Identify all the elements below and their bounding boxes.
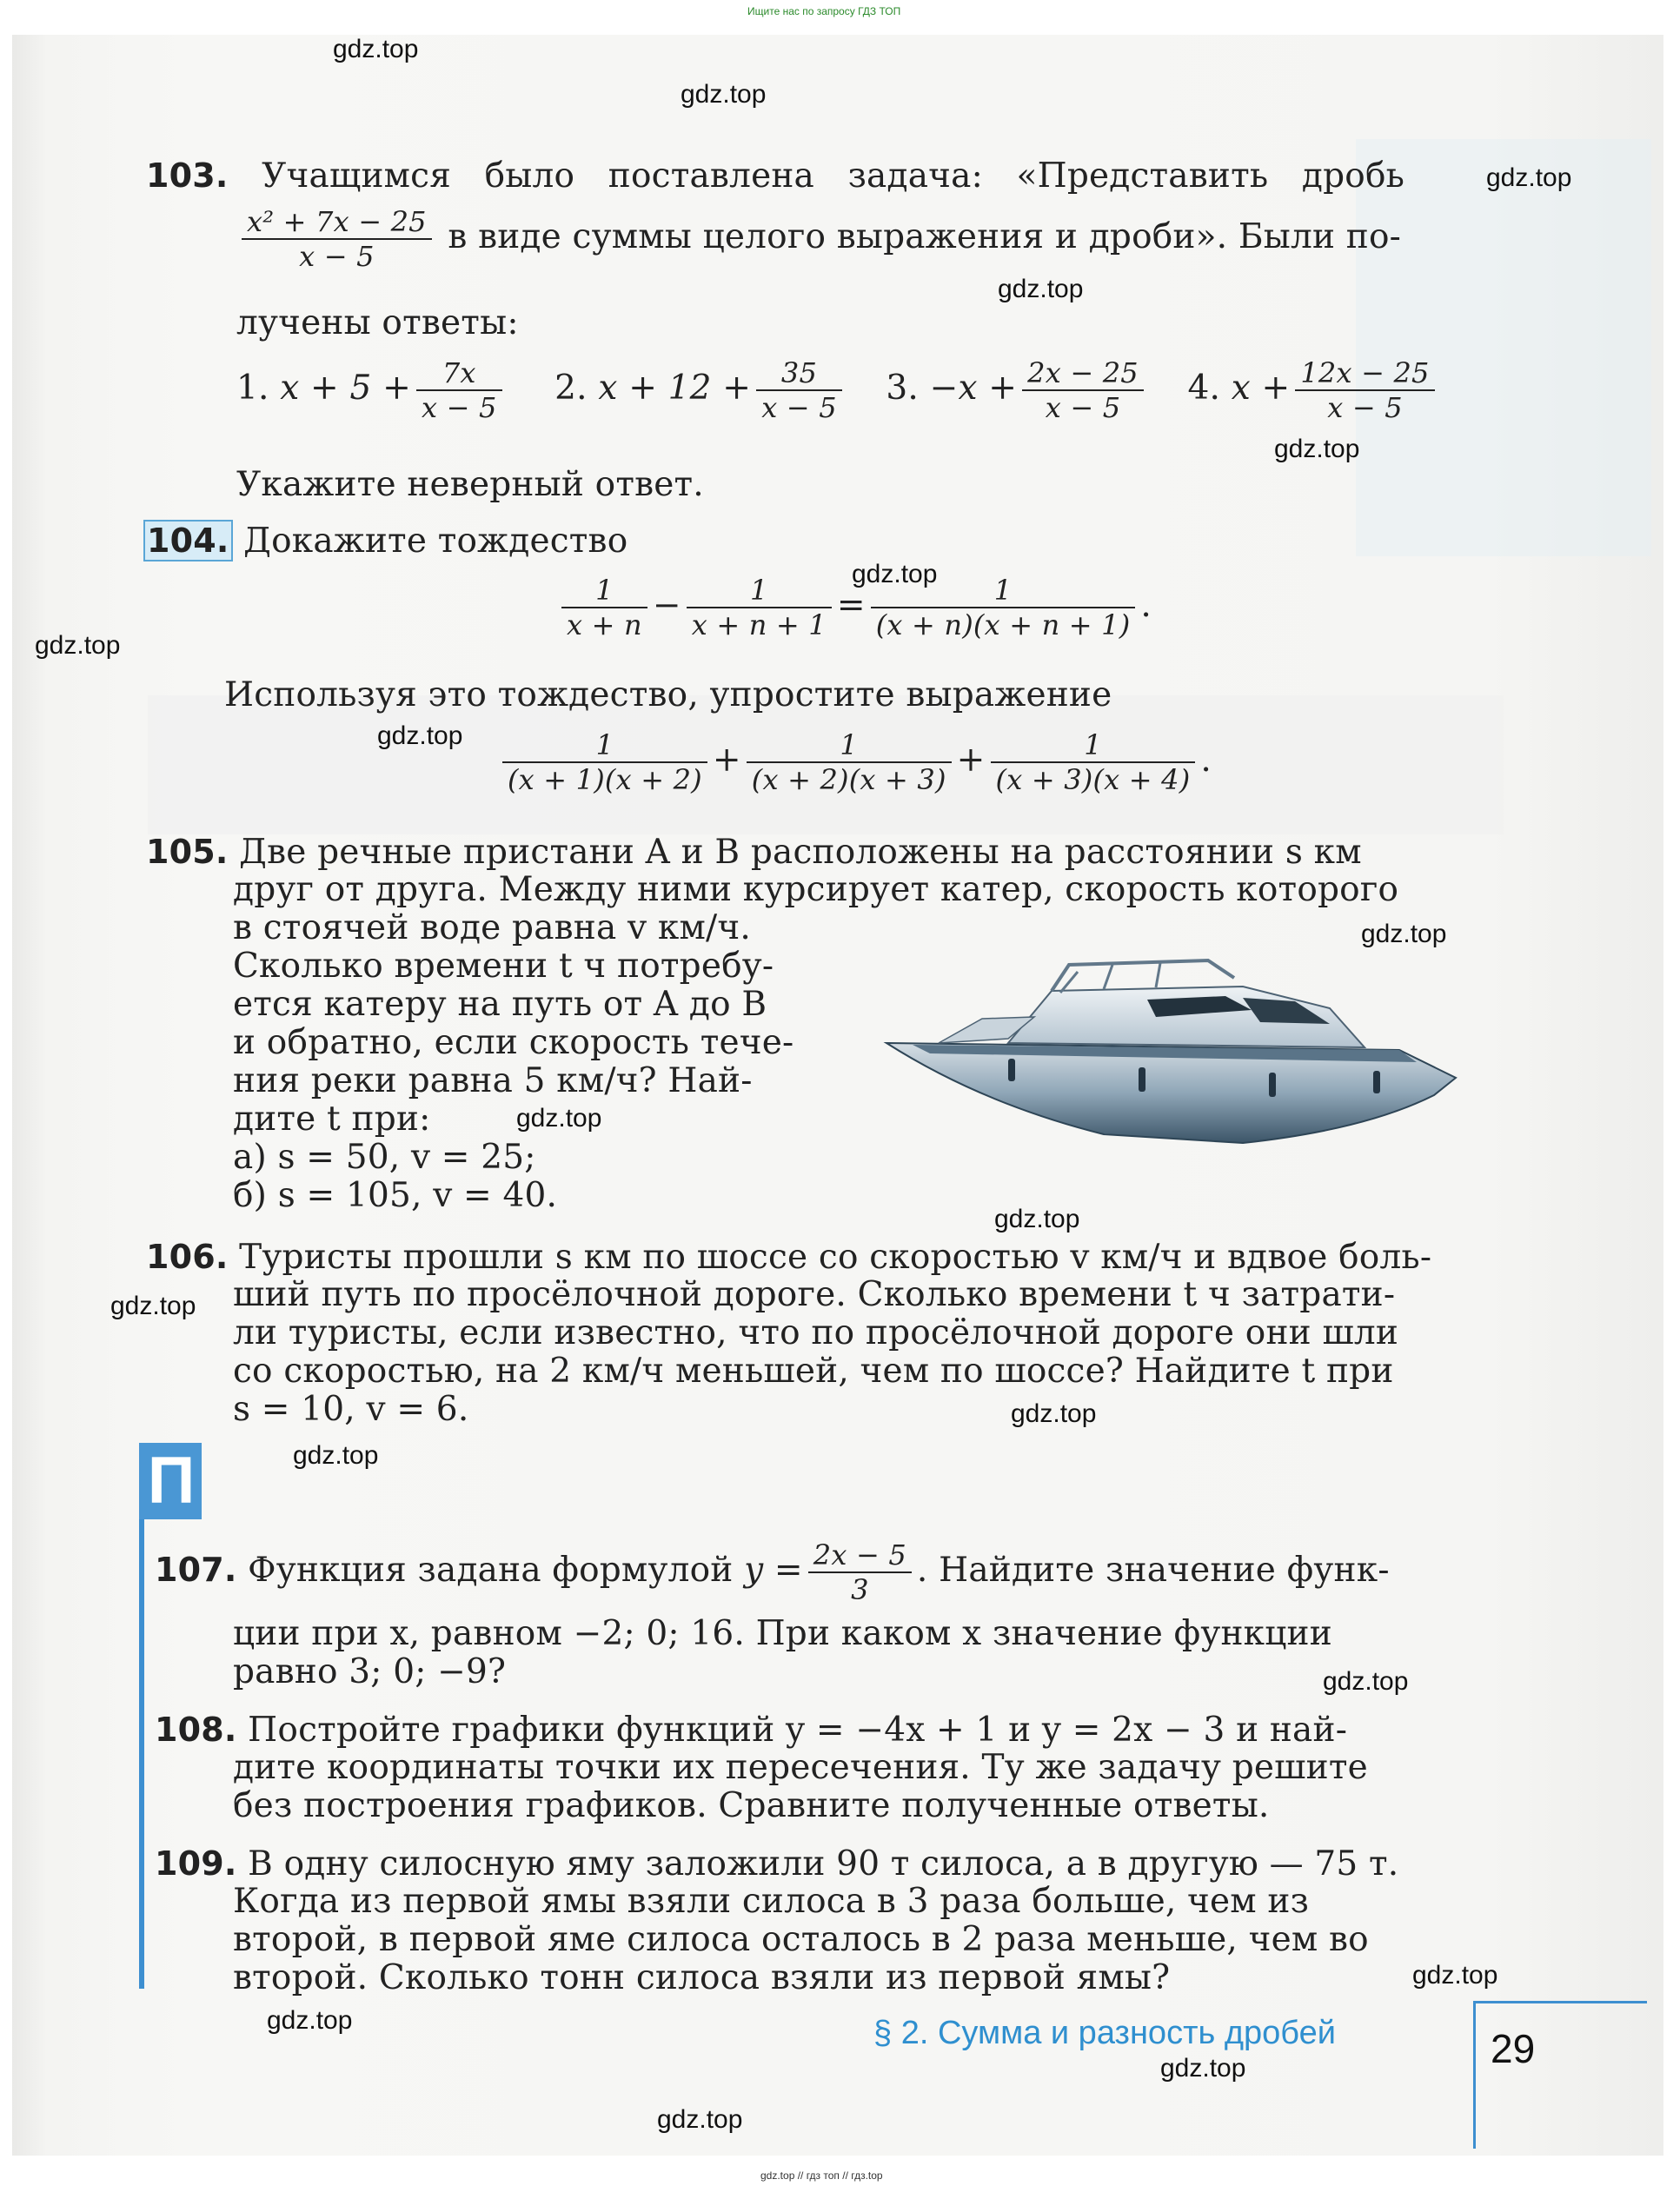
watermark: gdz.top bbox=[1011, 1399, 1097, 1428]
problem-105-line9: а) s = 50, v = 25; bbox=[233, 1138, 536, 1177]
problem-103-line3: лучены ответы: bbox=[236, 303, 519, 342]
footer-divider bbox=[1473, 2001, 1476, 2149]
watermark: gdz.top bbox=[377, 721, 463, 750]
watermark: gdz.top bbox=[998, 275, 1084, 303]
problem-number: 107. bbox=[155, 1551, 237, 1589]
problem-103-line1: 103. Учащимся было поставлена задача: «Представить дробь bbox=[146, 156, 1405, 196]
problem-107-line3: равно 3; 0; −9? bbox=[233, 1652, 507, 1691]
answer-2: 2. x + 12 + $\frac{35}{x - 5}$ bbox=[554, 369, 847, 408]
problem-108-line2: дите координаты точки их пересечения. Ту же задачу решите bbox=[233, 1748, 1368, 1787]
problem-105-line3: в стоячей воде равна v км/ч. bbox=[233, 908, 751, 947]
watermark: gdz.top bbox=[267, 2006, 353, 2035]
identity-formula: $\frac{1}{x + n}$ − $\frac{1}{x + n + 1}$ = $\frac{1}{(x + n)(x + n + 1)}$ . bbox=[556, 574, 1152, 641]
problem-106-line5: s = 10, v = 6. bbox=[233, 1390, 469, 1429]
problem-109-line1: 109. В одну силосную яму заложили 90 т силоса, а в другую — 75 т. bbox=[155, 1844, 1399, 1884]
problem-108-line1: 108. Постройте графики функций y = −4x + 1 и y = 2x − 3 и най- bbox=[155, 1711, 1348, 1750]
problem-107-line1: 107. Функция задана формулой y = $\frac{2x - 5}{3}$ . Найдите значение функ- bbox=[155, 1538, 1390, 1606]
problem-107-line2: ции при x, равном −2; 0; 16. При каком x значение функции bbox=[233, 1614, 1332, 1653]
problem-108-line3: без построения графиков. Сравните полученные ответы. bbox=[233, 1786, 1270, 1825]
problem-105-line5: ется катеру на путь от A до B bbox=[233, 985, 767, 1024]
footer-rule bbox=[1473, 2001, 1647, 2003]
watermark: gdz.top bbox=[1323, 1667, 1409, 1696]
watermark: gdz.top bbox=[657, 2105, 743, 2134]
problem-number: 109. bbox=[155, 1844, 237, 1883]
problem-103-answers bbox=[236, 356, 1440, 424]
problem-105-line10: б) s = 105, v = 40. bbox=[233, 1176, 558, 1215]
problem-105-line6: и обратно, если скорость тече- bbox=[233, 1023, 794, 1062]
problem-number: 105. bbox=[146, 833, 229, 871]
watermark: gdz.top bbox=[852, 560, 938, 588]
page-number: 29 bbox=[1491, 2026, 1536, 2071]
watermark: gdz.top bbox=[994, 1205, 1080, 1233]
section-title: § 2. Сумма и разность дробей bbox=[873, 2015, 1336, 2051]
fraction: $\frac{\text{x² + 7x − 25}}{x - 5}$ bbox=[242, 205, 432, 273]
problem-106-line4: со скоростью, на 2 км/ч меньшей, чем по шоссе? Найдите t при bbox=[233, 1352, 1394, 1391]
fraction: $\frac{2x - 5}{3}$ bbox=[808, 1538, 912, 1606]
top-notice: Ищите нас по запросу ГДЗ ТОП bbox=[747, 5, 901, 17]
watermark: gdz.top bbox=[1361, 920, 1447, 948]
problem-105-line4: Сколько времени t ч потребу- bbox=[233, 947, 774, 986]
watermark: gdz.top bbox=[1412, 1961, 1498, 1990]
watermark: gdz.top bbox=[516, 1104, 602, 1133]
watermark: gdz.top bbox=[35, 631, 121, 660]
problem-106-line3: ли туристы, если известно, что по просёлочной дороге они шли bbox=[233, 1313, 1399, 1352]
problem-number-highlighted: 104. bbox=[143, 520, 233, 561]
bleed-through-shade bbox=[1356, 139, 1651, 556]
bottom-notice: gdz.top // гдз топ // гдз.top bbox=[760, 2169, 883, 2182]
watermark: gdz.top bbox=[1486, 163, 1572, 192]
problem-106-line1: 106. Туристы прошли s км по шоссе со скоростью v км/ч и вдвое боль- bbox=[146, 1238, 1432, 1277]
problem-104-line2: Используя это тождество, упростите выражение bbox=[224, 675, 1112, 714]
answer-3: 3. −x + $\frac{2x - 25}{x - 5}$ bbox=[886, 369, 1148, 408]
repetition-badge-letter: П bbox=[147, 1444, 196, 1518]
motor-boat-illustration bbox=[878, 956, 1469, 1156]
watermark: gdz.top bbox=[681, 80, 767, 109]
problem-104-line1: 104. Докажите тождество bbox=[143, 522, 628, 561]
problem-103-line4: Укажите неверный ответ. bbox=[236, 465, 704, 504]
problem-109-line3: второй, в первой яме силоса осталось в 2 раза меньше, чем во bbox=[233, 1920, 1369, 1959]
answer-4: 4. x + $\frac{12x - 25}{x - 5}$ bbox=[1187, 369, 1439, 408]
problem-105-line1: 105. Две речные пристани A и B расположены на расстоянии s км bbox=[146, 833, 1362, 872]
problem-109-line2: Когда из первой ямы взяли силоса в 3 раза больше, чем из bbox=[233, 1882, 1310, 1921]
problem-105-line8: дите t при: bbox=[233, 1100, 431, 1139]
problem-109-line4: второй. Сколько тонн силоса взяли из первой ямы? bbox=[233, 1958, 1171, 1997]
answer-1: 1. x + 5 + $\frac{7x}{x - 5}$ bbox=[236, 369, 508, 408]
watermark: gdz.top bbox=[333, 35, 419, 63]
problem-number: 106. bbox=[146, 1238, 229, 1276]
watermark: gdz.top bbox=[293, 1441, 379, 1470]
expression-formula: $\frac{1}{(x + 1)(x + 2)}$ + $\frac{1}{(x + 2)(x + 3)}$ + $\frac{1}{(x + 3)(x + 4)}$ . bbox=[497, 728, 1212, 796]
problem-number: 108. bbox=[155, 1711, 237, 1749]
problem-103-line2: $\frac{\text{x² + 7x − 25}}{x - 5}$ в виде суммы целого выражения и дроби». Были по- bbox=[236, 205, 1401, 273]
problem-105-line2: друг от друга. Между ними курсирует катер, скорость которого bbox=[233, 870, 1399, 909]
repetition-bar bbox=[139, 1519, 144, 1989]
problem-number: 103. bbox=[146, 156, 229, 195]
problem-106-line2: ший путь по просёлочной дороге. Сколько времени t ч затрати- bbox=[233, 1275, 1396, 1314]
watermark: gdz.top bbox=[1160, 2054, 1246, 2083]
problem-105-line7: ния реки равна 5 км/ч? Най- bbox=[233, 1061, 753, 1100]
watermark: gdz.top bbox=[1274, 435, 1360, 463]
watermark: gdz.top bbox=[110, 1292, 196, 1320]
